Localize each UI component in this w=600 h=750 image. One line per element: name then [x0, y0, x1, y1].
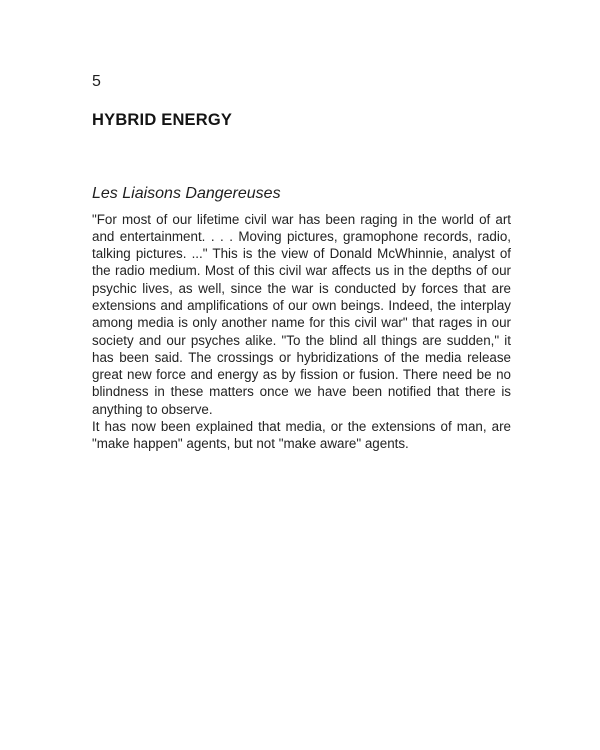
paragraph: It has now been explained that media, or the extensions of man, are "make happen" agents, but not "make aware" agents.	[92, 419, 511, 452]
section-heading: Les Liaisons Dangereuses	[92, 184, 281, 202]
chapter-title: HYBRID ENERGY	[92, 111, 233, 129]
chapter-number: 5	[92, 73, 101, 90]
body-text	[92, 211, 511, 453]
paragraph: "For most of our lifetime civil war has been raging in the world of art and entertainment. . . . Moving pictures, gramophone records, radio, talking pictures. ..." This is the view of Donald McWhinnie, analyst of the radio medium. Most of this civil war affects us in the depths of our psychic lives, as well, since the war is conducted by forces that are extensions and amplifications of our own beings. Indeed, the interplay among media is only another name for this civil war" that rages in our society and our psyches alike. "To the blind all things are sudden," it has been said. The crossings or hybridizations of the media release great new force and energy as by fission or fusion. There need be no blindness in these matters once we have been notified that there is anything to observe.	[92, 211, 511, 417]
page-content	[92, 74, 511, 453]
